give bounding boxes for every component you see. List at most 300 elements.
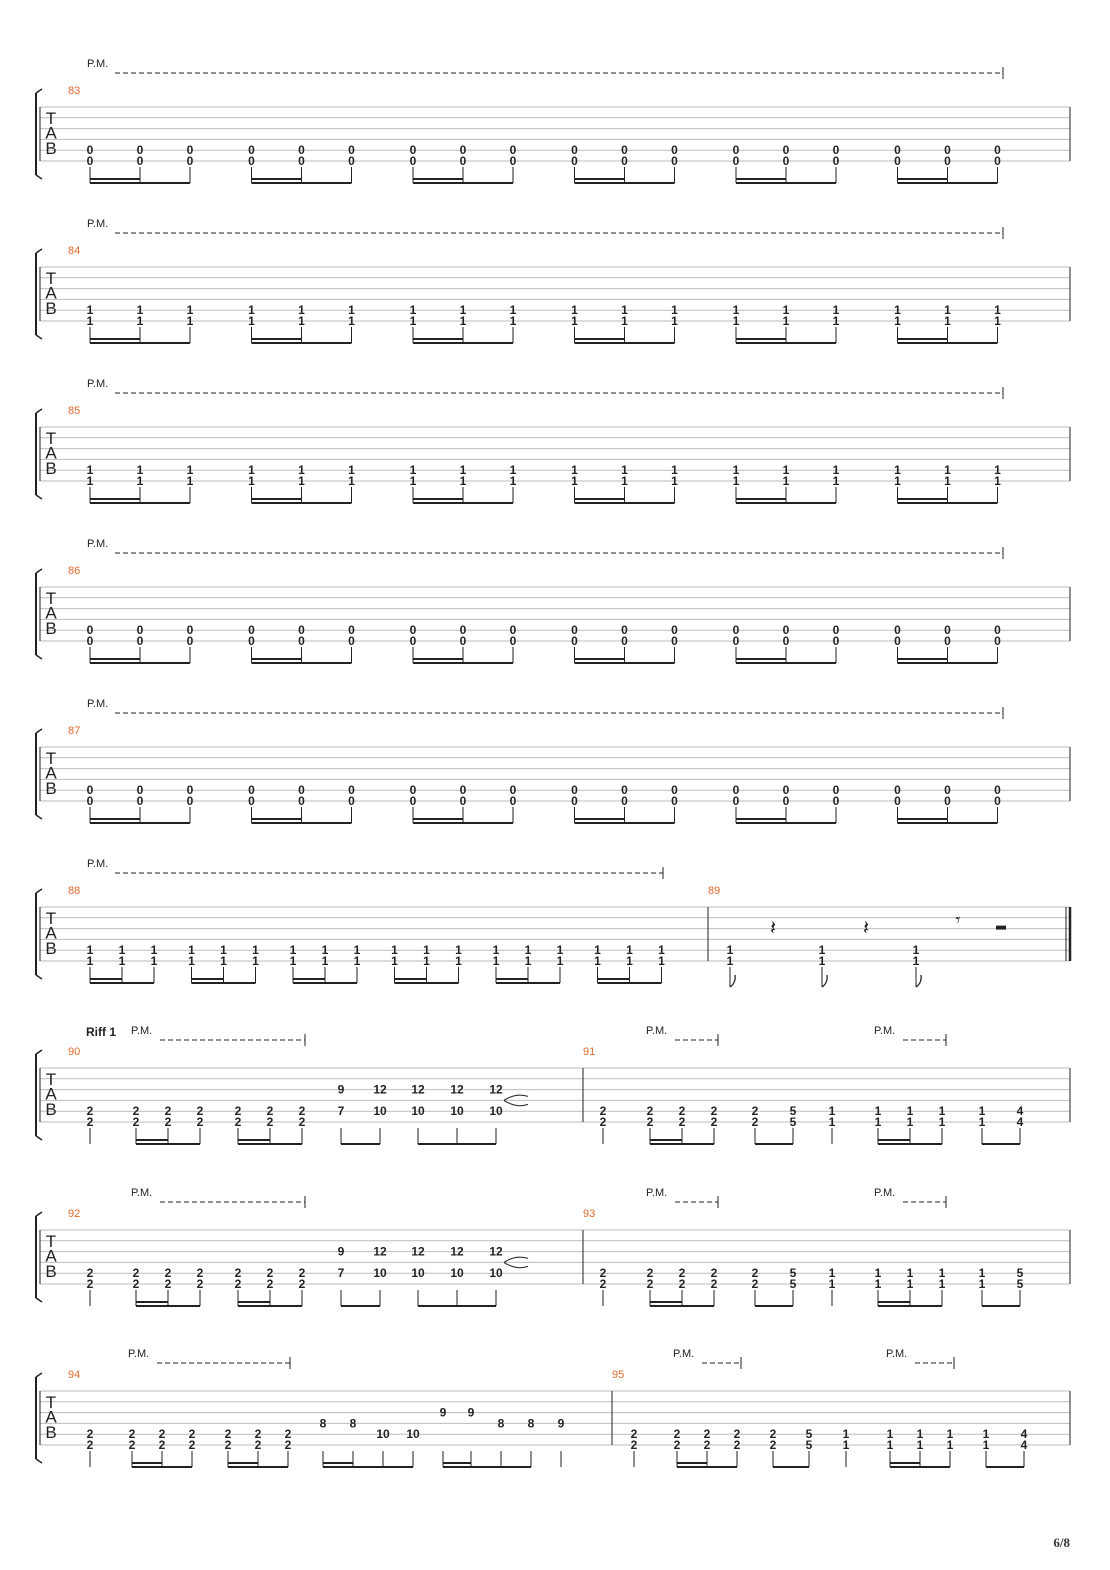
measure-number: 90 [68, 1046, 81, 1058]
fret-number: 1 [944, 314, 951, 328]
fret-number: 0 [621, 143, 628, 158]
fret-number: 0 [298, 794, 305, 808]
fret-number: 0 [136, 143, 144, 158]
fret-number: 10 [411, 1104, 425, 1119]
fret-number: 0 [348, 794, 355, 808]
eighth-flag [730, 975, 735, 987]
fret-number: 1 [828, 1266, 836, 1281]
fret-number: 2 [599, 1115, 607, 1129]
fret-number: 0 [409, 623, 417, 638]
fret-number: 1 [782, 314, 790, 328]
fret-number: 2 [751, 1277, 759, 1291]
fret-number: 1 [298, 303, 305, 318]
palm-mute-label: P.M. [874, 1187, 896, 1199]
fret-number: 0 [994, 623, 1001, 638]
fret-number: 1 [524, 943, 532, 958]
fret-number: 2 [266, 1277, 274, 1291]
tab-clef-a: A [45, 763, 57, 783]
fret-number: 2 [86, 1115, 94, 1129]
fret-number: 2 [678, 1266, 686, 1281]
bracket-bottom-hook [36, 175, 42, 179]
fret-number: 2 [224, 1438, 232, 1452]
fret-number: 1 [946, 1438, 954, 1452]
fret-number: 1 [409, 463, 417, 478]
fret-number: 1 [409, 474, 417, 488]
fret-number: 1 [894, 314, 901, 328]
fret-number: 1 [186, 474, 194, 488]
fret-number: 1 [982, 1438, 990, 1452]
fret-number: 1 [321, 943, 329, 958]
bracket-top-hook [36, 1212, 42, 1216]
fret-number: 10 [489, 1266, 503, 1281]
fret-number: 2 [164, 1277, 172, 1291]
fret-number: 1 [782, 303, 790, 318]
palm-mute-label: P.M. [87, 858, 109, 870]
tab-clef-a: A [45, 1246, 57, 1266]
fret-number: 1 [118, 954, 126, 968]
measure-number: 85 [68, 405, 81, 417]
fret-number: 0 [571, 623, 578, 638]
fret-number: 1 [894, 463, 901, 478]
fret-number: 0 [86, 623, 94, 638]
fret-number: 1 [906, 1104, 914, 1119]
bracket-top-hook [36, 889, 42, 893]
fret-number: 1 [994, 474, 1001, 488]
bracket-bottom-hook [36, 1459, 42, 1463]
fret-number: 2 [158, 1427, 166, 1442]
fret-number: 0 [136, 783, 144, 798]
fret-number: 0 [459, 634, 467, 648]
bracket-bottom-hook [36, 495, 42, 499]
fret-number: 0 [509, 623, 517, 638]
fret-number: 2 [710, 1104, 718, 1119]
palm-mute-label: P.M. [886, 1348, 908, 1360]
tab-clef-t: T [45, 428, 57, 448]
fret-number: 1 [782, 474, 790, 488]
fret-number: 1 [832, 314, 840, 328]
fret-number: 12 [489, 1244, 503, 1259]
fret-number: 1 [874, 1277, 882, 1291]
fret-number: 1 [86, 474, 94, 488]
fret-number: 0 [732, 623, 740, 638]
fret-number: 0 [248, 634, 255, 648]
palm-mute-label: P.M. [646, 1187, 668, 1199]
fret-number: 1 [978, 1277, 986, 1291]
fret-number: 2 [646, 1277, 654, 1291]
fret-number: 0 [459, 623, 467, 638]
fret-number: 1 [938, 1277, 946, 1291]
fret-number: 0 [621, 154, 628, 168]
fret-number: 2 [196, 1266, 204, 1281]
fret-number: 1 [248, 303, 255, 318]
fret-number: 0 [571, 794, 578, 808]
fret-number: 1 [671, 303, 678, 318]
fret-number: 2 [710, 1277, 718, 1291]
measure-number: 93 [583, 1208, 596, 1220]
fret-number: 2 [86, 1104, 94, 1119]
fret-number: 2 [132, 1266, 140, 1281]
fret-number: 1 [571, 314, 578, 328]
fret-number: 1 [571, 474, 578, 488]
eighth-rest: 𝄾 [955, 909, 961, 930]
fret-number: 0 [782, 634, 790, 648]
fret-number: 0 [409, 154, 417, 168]
fret-number: 5 [789, 1277, 797, 1291]
fret-number: 1 [621, 303, 628, 318]
fret-number: 0 [571, 634, 578, 648]
fret-number: 0 [671, 154, 678, 168]
fret-number: 1 [353, 954, 361, 968]
fret-number: 8 [497, 1416, 505, 1431]
fret-number: 1 [874, 1115, 882, 1129]
fret-number: 1 [248, 463, 255, 478]
tab-clef-t: T [45, 1392, 57, 1412]
fret-number: 2 [678, 1104, 686, 1119]
fret-number: 5 [1016, 1266, 1024, 1281]
fret-number: 1 [136, 474, 144, 488]
fret-number: 0 [832, 794, 840, 808]
fret-number: 2 [769, 1427, 777, 1442]
fret-number: 0 [894, 623, 901, 638]
fret-number: 1 [621, 314, 628, 328]
fret-number: 0 [298, 154, 305, 168]
fret-number: 1 [658, 943, 665, 958]
bracket-bottom-hook [36, 335, 42, 339]
fret-number: 0 [782, 143, 790, 158]
fret-number: 2 [284, 1438, 292, 1452]
fret-number: 1 [556, 954, 564, 968]
fret-number: 2 [254, 1438, 262, 1452]
fret-number: 0 [621, 634, 628, 648]
fret-number: 0 [571, 154, 578, 168]
fret-number: 1 [726, 954, 734, 968]
fret-number: 2 [132, 1115, 140, 1129]
fret-number: 0 [298, 143, 305, 158]
fret-number: 1 [874, 1266, 882, 1281]
fret-number: 1 [509, 463, 517, 478]
fret-number: 5 [789, 1266, 797, 1281]
fret-number: 1 [944, 474, 951, 488]
fret-number: 0 [348, 623, 355, 638]
fret-number: 0 [248, 794, 255, 808]
tab-clef-t: T [45, 588, 57, 608]
fret-number: 1 [391, 954, 398, 968]
fret-number: 2 [234, 1115, 242, 1129]
fret-number: 1 [732, 303, 740, 318]
fret-number: 5 [1016, 1277, 1024, 1291]
fret-number: 0 [409, 783, 417, 798]
fret-number: 1 [459, 463, 467, 478]
fret-number: 0 [136, 623, 144, 638]
fret-number: 0 [248, 143, 255, 158]
fret-number: 2 [164, 1266, 172, 1281]
fret-number: 0 [86, 154, 94, 168]
tab-clef-b: B [45, 779, 57, 799]
fret-number: 1 [832, 303, 840, 318]
measure-number: 84 [68, 245, 81, 257]
tab-clef-b: B [45, 1423, 57, 1443]
tab-clef-a: A [45, 1407, 57, 1427]
fret-number: 1 [874, 1104, 882, 1119]
fret-number: 1 [671, 463, 678, 478]
fret-number: 1 [348, 463, 355, 478]
measure-number: 86 [68, 565, 81, 577]
quarter-rest: 𝄽 [769, 917, 777, 940]
fret-number: 1 [391, 943, 398, 958]
fret-number: 2 [298, 1266, 306, 1281]
page-number: 6/8 [1053, 1535, 1070, 1550]
fret-number: 5 [805, 1438, 813, 1452]
fret-number: 1 [886, 1438, 894, 1452]
fret-number: 4 [1016, 1115, 1024, 1129]
fret-number: 2 [751, 1115, 759, 1129]
fret-number: 0 [944, 623, 951, 638]
fret-number: 1 [842, 1427, 850, 1442]
fret-number: 1 [86, 463, 94, 478]
fret-number: 0 [186, 634, 194, 648]
fret-number: 0 [409, 794, 417, 808]
fret-number: 0 [409, 143, 417, 158]
fret-number: 1 [86, 954, 94, 968]
fret-number: 1 [492, 954, 500, 968]
fret-number: 2 [769, 1438, 777, 1452]
fret-number: 1 [289, 954, 297, 968]
fret-number: 1 [353, 943, 361, 958]
bracket-bottom-hook [36, 815, 42, 819]
fret-number: 2 [298, 1104, 306, 1119]
measure-number: 83 [68, 85, 81, 97]
fret-number: 10 [406, 1427, 420, 1442]
fret-number: 10 [450, 1266, 464, 1281]
fret-number: 1 [916, 1427, 924, 1442]
fret-number: 1 [118, 943, 126, 958]
fret-number: 1 [832, 463, 840, 478]
fret-number: 2 [630, 1427, 638, 1442]
fret-number: 10 [373, 1104, 387, 1119]
fret-number: 2 [196, 1104, 204, 1119]
fret-number: 0 [248, 623, 255, 638]
fret-number: 2 [703, 1427, 711, 1442]
fret-number: 0 [86, 634, 94, 648]
fret-number: 1 [524, 954, 532, 968]
fret-number: 0 [186, 154, 194, 168]
fret-number: 1 [912, 954, 920, 968]
fret-number: 1 [671, 474, 678, 488]
fret-number: 2 [298, 1115, 306, 1129]
tab-clef-t: T [45, 908, 57, 928]
fret-number: 0 [136, 794, 144, 808]
bracket-top-hook [36, 729, 42, 733]
fret-number: 1 [459, 314, 467, 328]
fret-number: 2 [678, 1277, 686, 1291]
bend-curve [504, 1100, 528, 1105]
tab-clef-a: A [45, 1084, 57, 1104]
fret-number: 0 [86, 794, 94, 808]
bend-curve [504, 1095, 528, 1100]
fret-number: 0 [348, 154, 355, 168]
bracket-top-hook [36, 569, 42, 573]
fret-number: 1 [150, 943, 158, 958]
fret-number: 1 [348, 303, 355, 318]
fret-number: 12 [489, 1082, 503, 1097]
fret-number: 0 [944, 154, 951, 168]
fret-number: 8 [349, 1416, 357, 1431]
fret-number: 2 [599, 1277, 607, 1291]
fret-number: 1 [188, 954, 195, 968]
fret-number: 2 [128, 1427, 136, 1442]
fret-number: 1 [916, 1438, 924, 1452]
fret-number: 0 [732, 154, 740, 168]
fret-number: 0 [621, 794, 628, 808]
tab-clef-t: T [45, 748, 57, 768]
fret-number: 0 [944, 794, 951, 808]
fret-number: 1 [298, 474, 305, 488]
measure-number: 95 [612, 1369, 625, 1381]
fret-number: 1 [626, 943, 633, 958]
fret-number: 1 [938, 1104, 946, 1119]
fret-number: 1 [348, 314, 355, 328]
bend-curve [504, 1262, 528, 1267]
fret-number: 0 [894, 634, 901, 648]
fret-number: 2 [224, 1427, 232, 1442]
fret-number: 0 [571, 783, 578, 798]
fret-number: 1 [732, 314, 740, 328]
fret-number: 0 [509, 143, 517, 158]
palm-mute-label: P.M. [131, 1187, 153, 1199]
fret-number: 2 [733, 1438, 741, 1452]
fret-number: 0 [994, 794, 1001, 808]
fret-number: 0 [832, 143, 840, 158]
palm-mute-label: P.M. [874, 1025, 896, 1037]
tab-clef-t: T [45, 1069, 57, 1089]
fret-number: 1 [248, 474, 255, 488]
fret-number: 1 [86, 314, 94, 328]
fret-number: 10 [489, 1104, 503, 1119]
fret-number: 1 [423, 943, 430, 958]
fret-number: 1 [150, 954, 158, 968]
fret-number: 9 [337, 1082, 345, 1097]
fret-number: 4 [1020, 1427, 1028, 1442]
fret-number: 1 [912, 943, 920, 958]
fret-number: 1 [994, 463, 1001, 478]
measure-number: 88 [68, 885, 81, 897]
fret-number: 5 [789, 1115, 797, 1129]
fret-number: 2 [196, 1115, 204, 1129]
fret-number: 2 [599, 1266, 607, 1281]
fret-number: 1 [658, 954, 665, 968]
fret-number: 1 [571, 303, 578, 318]
tab-clef-a: A [45, 283, 57, 303]
fret-number: 1 [982, 1427, 990, 1442]
fret-number: 0 [459, 794, 467, 808]
fret-number: 0 [994, 143, 1001, 158]
fret-number: 9 [439, 1405, 447, 1420]
fret-number: 0 [136, 154, 144, 168]
fret-number: 0 [348, 143, 355, 158]
fret-number: 1 [994, 303, 1001, 318]
fret-number: 1 [188, 943, 195, 958]
fret-number: 5 [805, 1427, 813, 1442]
fret-number: 1 [818, 943, 826, 958]
palm-mute-label: P.M. [87, 698, 109, 710]
fret-number: 0 [894, 794, 901, 808]
fret-number: 1 [944, 303, 951, 318]
fret-number: 2 [751, 1266, 759, 1281]
fret-number: 1 [136, 314, 144, 328]
fret-number: 1 [978, 1115, 986, 1129]
fret-number: 0 [86, 783, 94, 798]
fret-number: 12 [411, 1082, 425, 1097]
fret-number: 0 [732, 794, 740, 808]
fret-number: 7 [337, 1104, 345, 1119]
fret-number: 1 [978, 1104, 986, 1119]
fret-number: 10 [373, 1266, 387, 1281]
bracket-bottom-hook [36, 1136, 42, 1140]
tab-clef-t: T [45, 1231, 57, 1251]
fret-number: 1 [594, 954, 601, 968]
fret-number: 10 [376, 1427, 390, 1442]
fret-number: 1 [832, 474, 840, 488]
fret-number: 0 [186, 623, 194, 638]
fret-number: 1 [818, 954, 826, 968]
fret-number: 1 [492, 943, 500, 958]
fret-number: 0 [671, 634, 678, 648]
fret-number: 2 [266, 1104, 274, 1119]
fret-number: 0 [621, 623, 628, 638]
palm-mute-label: P.M. [87, 218, 109, 230]
tab-clef-b: B [45, 619, 57, 639]
tab-clef-b: B [45, 1262, 57, 1282]
fret-number: 7 [337, 1266, 345, 1281]
fret-number: 1 [289, 943, 297, 958]
fret-number: 2 [234, 1104, 242, 1119]
fret-number: 1 [732, 463, 740, 478]
fret-number: 2 [266, 1266, 274, 1281]
fret-number: 0 [298, 783, 305, 798]
fret-number: 2 [164, 1115, 172, 1129]
fret-number: 0 [832, 623, 840, 638]
fret-number: 1 [571, 463, 578, 478]
fret-number: 12 [373, 1082, 387, 1097]
fret-number: 9 [337, 1244, 345, 1259]
bracket-top-hook [36, 89, 42, 93]
fret-number: 0 [732, 143, 740, 158]
fret-number: 2 [86, 1266, 94, 1281]
tab-clef-a: A [45, 603, 57, 623]
measure-number: 92 [68, 1208, 81, 1220]
fret-number: 8 [527, 1416, 535, 1431]
fret-number: 1 [348, 474, 355, 488]
tab-clef-t: T [45, 268, 57, 288]
palm-mute-label: P.M. [87, 378, 109, 390]
fret-number: 1 [186, 463, 194, 478]
bend-curve [504, 1257, 528, 1262]
fret-number: 1 [409, 303, 417, 318]
riff-label: Riff 1 [86, 1025, 116, 1039]
fret-number: 1 [186, 303, 194, 318]
fret-number: 0 [186, 783, 194, 798]
fret-number: 1 [220, 943, 227, 958]
bracket-bottom-hook [36, 975, 42, 979]
fret-number: 12 [373, 1244, 387, 1259]
fret-number: 8 [319, 1416, 327, 1431]
fret-number: 1 [298, 463, 305, 478]
eighth-flag [822, 975, 827, 987]
fret-number: 1 [186, 314, 194, 328]
bracket-top-hook [36, 249, 42, 253]
fret-number: 0 [248, 783, 255, 798]
palm-mute-label: P.M. [87, 538, 109, 550]
